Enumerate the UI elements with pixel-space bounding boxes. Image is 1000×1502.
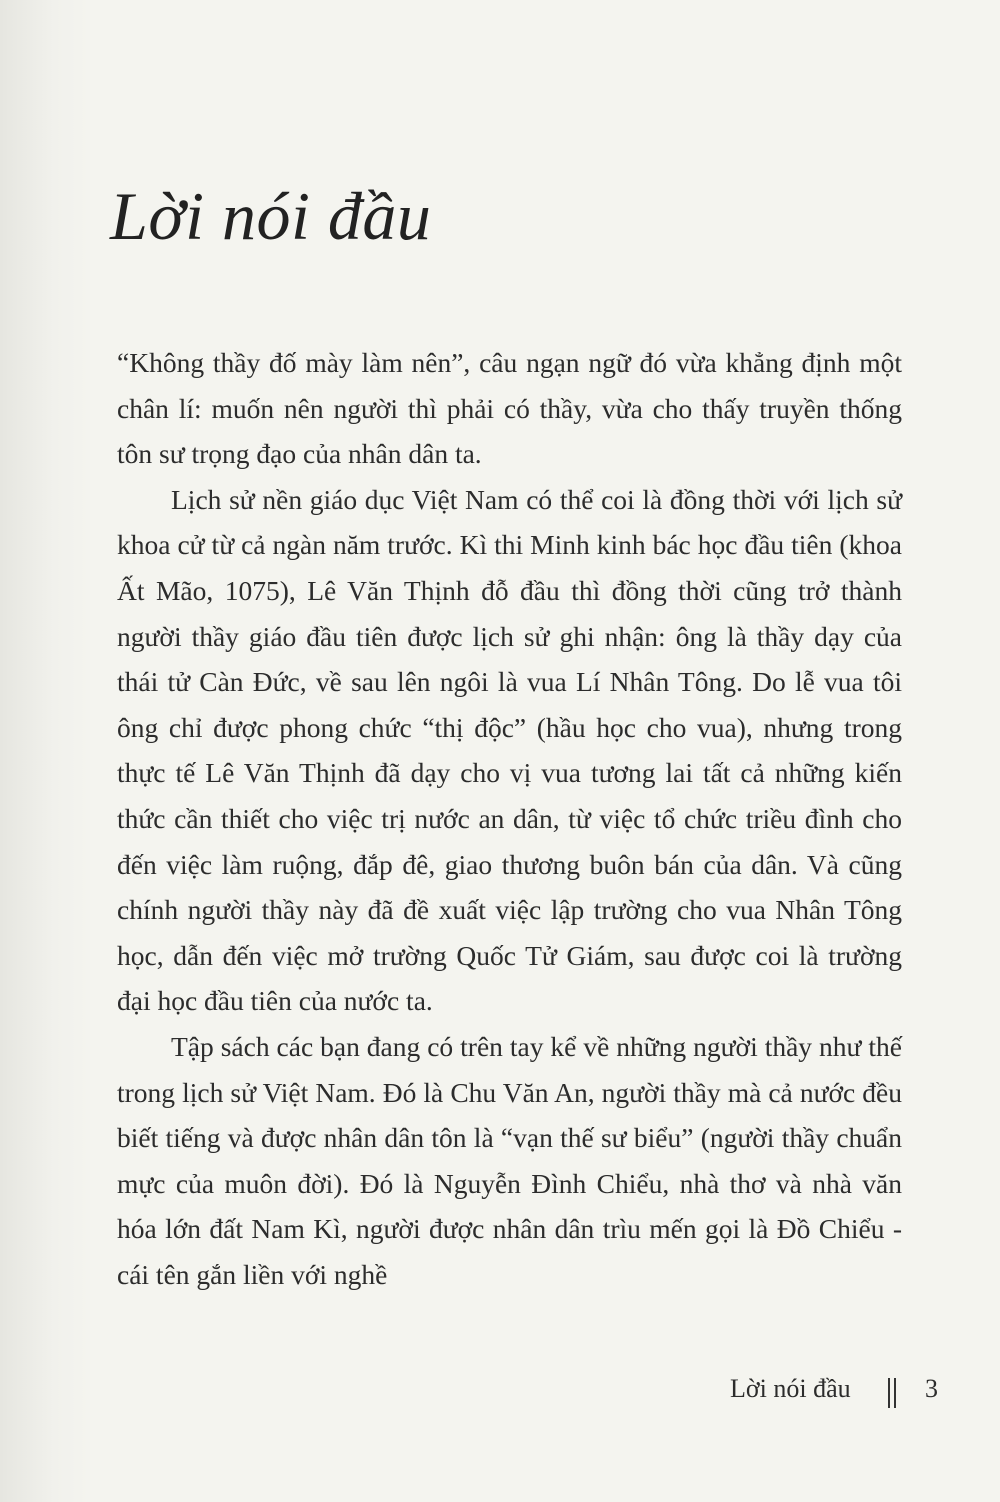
footer-double-rule [888, 1378, 896, 1408]
page-gutter-shadow [0, 0, 90, 1502]
page-footer [720, 1374, 950, 1414]
paragraph-3: Tập sách các bạn đang có trên tay kể về những người thầy như thế trong lịch sử Việt Nam. Đó là Chu Văn An, người thầy mà cả nước đều biết tiếng và được nhân dân tôn là “vạn thế sư biểu” (người thầy chuẩn mực của muôn đời). Đó là Nguyễn Đình Chiểu, nhà thơ và nhà văn hóa lớn đất Nam Kì, người được nhân dân trìu mến gọi là Đồ Chiểu - cái tên gắn liền với nghề [117, 1030, 902, 1290]
running-head: Lời nói đầu [730, 1374, 851, 1403]
paragraph-1: “Không thầy đố mày làm nên”, câu ngạn ngữ đó vừa khẳng định một chân lí: muốn nên người thì phải có thầy, vừa cho thấy truyền thống tôn sư trọng đạo của nhân dân ta. [117, 347, 902, 470]
body-text [117, 340, 902, 1297]
page-number: 3 [925, 1374, 938, 1403]
paragraph-2: Lịch sử nền giáo dục Việt Nam có thể coi là đồng thời với lịch sử khoa cử từ cả ngàn năm trước. Kì thi Minh kinh bác học đầu tiên (khoa Ất Mão, 1075), Lê Văn Thịnh đỗ đầu thì đồng thời cũng trở thành người thầy giáo đầu tiên được lịch sử ghi nhận: ông là thầy dạy của thái tử Càn Đức, về sau lên ngôi là vua Lí Nhân Tông. Do lễ vua tôi ông chỉ được phong chức “thị độc” (hầu học cho vua), nhưng trong thực tế Lê Văn Thịnh đã dạy cho vị vua tương lai tất cả những kiến thức cần thiết cho việc trị nước an dân, từ việc tổ chức triều đình cho đến việc làm ruộng, đắp đê, giao thương buôn bán của dân. Và cũng chính người thầy này đã đề xuất việc lập trường cho vua Nhân Tông học, dẫn đến việc mở trường Quốc Tử Giám, sau được coi là trường đại học đầu tiên của nước ta. [117, 483, 902, 1017]
chapter-title: Lời nói đầu [110, 178, 432, 254]
